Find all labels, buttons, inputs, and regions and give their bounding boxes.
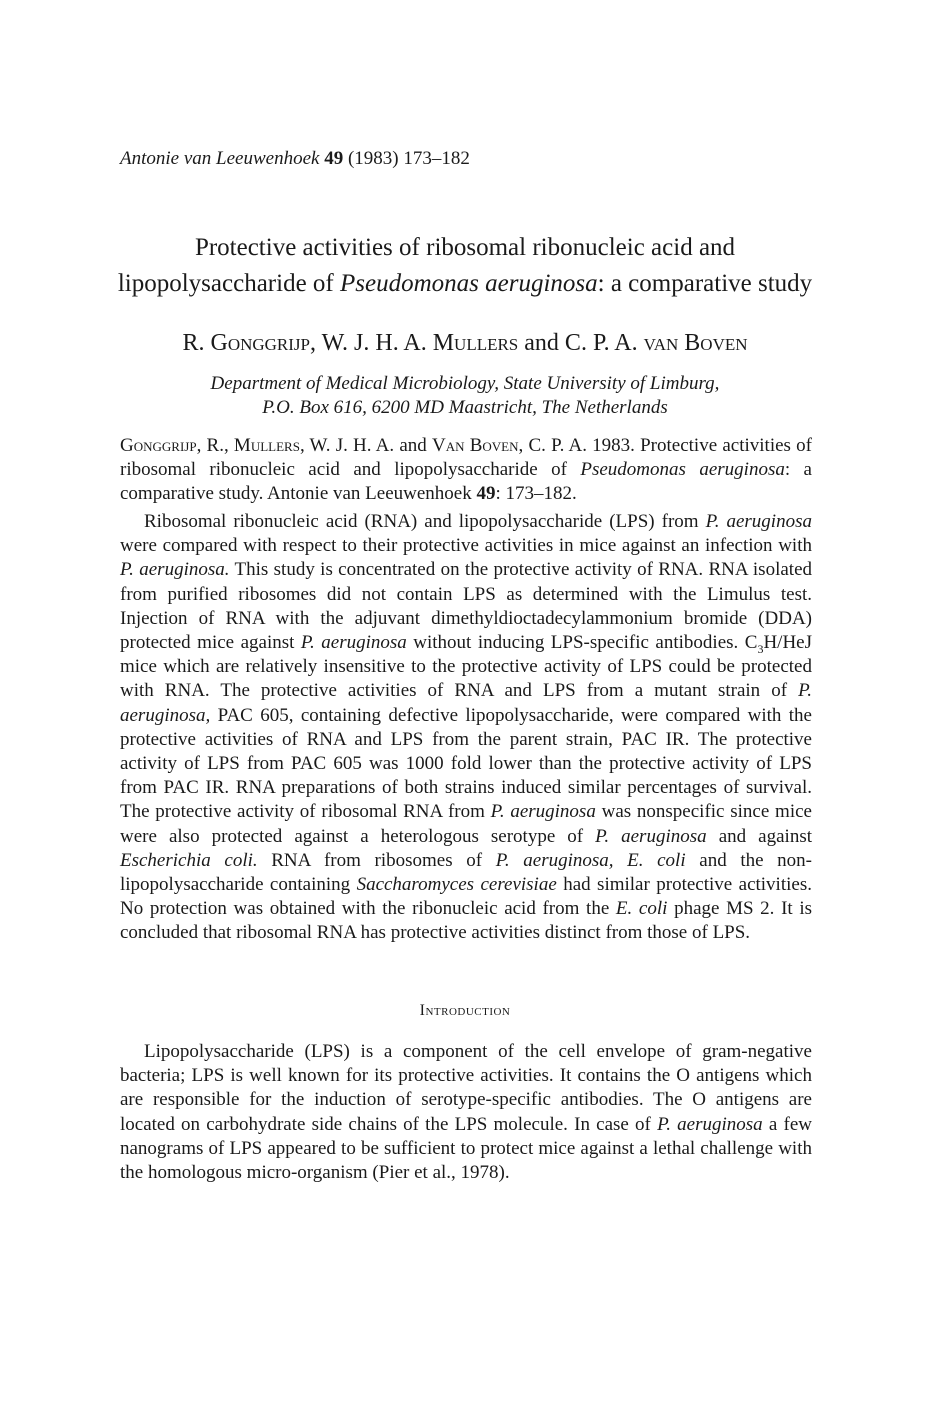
intro-text: a few nanograms of LPS appeared to be sufficient to protect mice against a lethal challenge with the homologous micro-organism (Pier et al., 1978). bbox=[120, 1113, 812, 1184]
abstract-text: and against bbox=[706, 825, 812, 847]
abstract-text: were compared with respect to their protective activities in mice against an infection with bbox=[120, 535, 812, 557]
abstract-text: This study is concentrated on the protective activity of RNA. RNA isolated from purified ribosomes did not contain LPS as determined with the Limulus test. Injection of RNA with the adjuvant dimethyldioctadecylammonium bromide (DDA) protected mice against bbox=[120, 559, 812, 654]
citation-species: Pseudomonas aeruginosa bbox=[580, 459, 785, 481]
introduction-heading: Introduction bbox=[419, 1002, 511, 1019]
abstract-text: RNA from ribosomes of bbox=[257, 849, 496, 871]
affiliation-line: Department of Medical Microbiology, State University of Limburg, bbox=[210, 373, 720, 394]
paper-title bbox=[60, 230, 870, 302]
journal-name: Antonie van Leeuwenhoek bbox=[120, 148, 320, 169]
abstract-species: P. aeruginosa bbox=[490, 801, 596, 823]
abstract-species: P. aeruginosa bbox=[300, 632, 407, 654]
introduction-paragraph bbox=[120, 1040, 812, 1185]
abstract-species: P. aeruginosa bbox=[595, 825, 707, 847]
citation-text: : a comparative study. Antonie van Leeuwenhoek bbox=[120, 459, 812, 505]
abstract-text: phage MS 2. It is concluded that ribosomal RNA has protective activities distinct from those of LPS. bbox=[120, 898, 813, 944]
intro-text: Lipopolysaccharide (LPS) is a component of the cell envelope of gram-negative bacteria; LPS is well known for its protective activities. It contains the O antigens which are responsible for the induction of serotype-specific antibodies. The O antigens are located on carbohydrate side chains of the LPS molecule. In case of bbox=[120, 1041, 812, 1135]
author-separator: , W. J. H. A. bbox=[310, 330, 433, 356]
journal-volume: 49 bbox=[324, 148, 344, 169]
abstract-text: had similar protective activities. No protection was obtained with the ribonucleic acid from the bbox=[120, 874, 812, 920]
citation-text: , C. P. A. 1983. Protective activities of ribosomal ribonucleic acid and lipopolysaccharide of bbox=[120, 435, 812, 481]
abstract-text: and the non-lipopolysaccharide containing bbox=[120, 849, 812, 896]
abstract-text: was nonspecific since mice were also protected against a heterologous serotype of bbox=[120, 801, 812, 847]
title-species: Pseudomonas aeruginosa bbox=[340, 270, 598, 297]
abstract-text: Ribosomal ribonucleic acid (RNA) and lipopolysaccharide (LPS) from bbox=[144, 511, 706, 532]
affiliation bbox=[60, 372, 870, 420]
abstract-paragraph bbox=[120, 510, 812, 946]
abstract-text: PAC 605, containing defective lipopolysaccharide, were compared with the protective activities of RNA and LPS from the parent strain, PAC IR. The protective activity of LPS from PAC 605 was 1000 fold lower than the protective activity of LPS from PAC IR. RNA preparations of both strains induced similar percentages of survival. The protective activity of ribosomal RNA from bbox=[120, 704, 812, 823]
abstract-species: E. coli bbox=[615, 898, 668, 920]
abstract-species: P. aeruginosa bbox=[705, 511, 812, 532]
author-name: van Boven bbox=[643, 330, 748, 356]
author-name: Mullers bbox=[432, 330, 519, 356]
abstract-species: P. aeruginosa. bbox=[120, 559, 230, 581]
title-text: lipopolysaccharide of bbox=[117, 270, 340, 297]
citation-paragraph bbox=[120, 434, 812, 507]
citation-author: Van Boven bbox=[432, 435, 519, 456]
abstract-text: H/HeJ mice which are relatively insensitive to the protective activity of LPS could be protected with RNA. The protective activities of RNA and LPS from a mutant strain of bbox=[120, 632, 812, 702]
author-list bbox=[60, 330, 870, 357]
journal-reference bbox=[120, 148, 470, 170]
author-initial: R. bbox=[182, 330, 211, 356]
intro-species: P. aeruginosa bbox=[657, 1113, 763, 1135]
title-line-2 bbox=[60, 266, 870, 302]
citation-text: , R., bbox=[196, 435, 234, 456]
title-text: : a comparative study bbox=[597, 270, 813, 297]
journal-year-pages: (1983) 173–182 bbox=[347, 148, 470, 169]
abstract-species: P. aeruginosa, bbox=[120, 680, 812, 726]
author-separator: and C. P. A. bbox=[518, 330, 644, 356]
abstract-species: Escherichia coli. bbox=[120, 849, 258, 871]
citation-author: Gonggrijp bbox=[120, 435, 197, 456]
abstract-text: without inducing LPS-specific antibodies. C bbox=[406, 632, 758, 654]
author-name: Gonggrijp bbox=[210, 330, 310, 356]
title-line-1: Protective activities of ribosomal ribonucleic acid and bbox=[194, 234, 736, 261]
affiliation-line: P.O. Box 616, 6200 MD Maastricht, The Netherlands bbox=[262, 397, 668, 418]
abstract-species: P. aeruginosa, E. coli bbox=[495, 849, 686, 871]
citation-text: : 173–182. bbox=[495, 483, 577, 505]
citation-volume: 49 bbox=[476, 483, 496, 505]
citation-text: , W. J. H. A. and bbox=[299, 435, 433, 456]
abstract-subscript: 3 bbox=[757, 641, 764, 656]
citation-author: Mullers bbox=[233, 435, 300, 456]
abstract-species: Saccharomyces cerevisiae bbox=[356, 874, 557, 896]
